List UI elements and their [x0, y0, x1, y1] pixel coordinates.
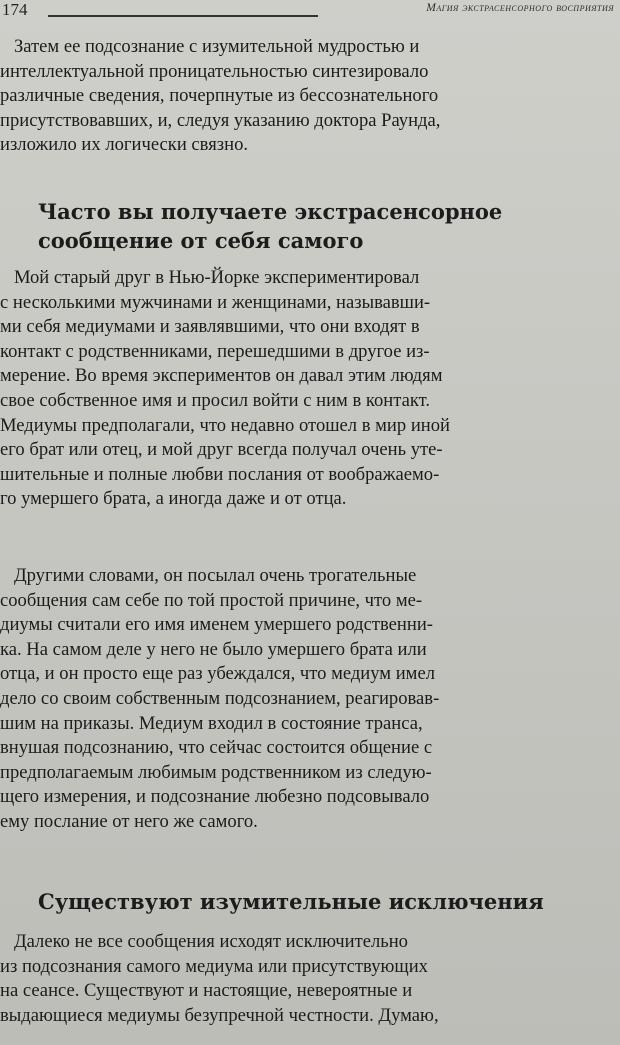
paragraph-3: [0, 564, 604, 835]
text-line: выдающиеся медиумы безупречной честности. Думаю,: [0, 1004, 439, 1026]
paragraph-4: [0, 930, 604, 1028]
text-line: его брат или отец, и мой друг всегда получал очень уте-: [0, 439, 443, 461]
text-line: Медиумы предполагали, что недавно отошел в мир иной: [0, 414, 450, 436]
text-line: предполагаемым любимым родственником из следую-: [0, 761, 432, 783]
text-line: Мой старый друг в Нью-Йорке экспериментировал: [0, 267, 420, 288]
heading-line: Часто вы получаете экстрасенсорное: [38, 199, 503, 224]
heading-line: Существуют изумительные исключения: [38, 889, 544, 914]
paragraph-2: [0, 266, 604, 512]
text-line: на сеансе. Существуют и настоящие, невероятные и: [0, 980, 413, 1002]
text-line: интеллектуальной проницательностью синтезировало: [0, 60, 429, 82]
text-line: Затем ее подсознание с изумительной мудростью и: [0, 36, 420, 57]
text-line: шительные и полные любви послания от воображаемо-: [0, 463, 440, 485]
text-line: дело со своим собственным подсознанием, реагировав-: [0, 687, 440, 709]
text-line: различные сведения, почерпнутые из бессознательного: [0, 85, 439, 107]
text-line: изложило их логически связно.: [0, 134, 249, 156]
text-line: ему послание от него же самого.: [0, 810, 258, 832]
text-line: с несколькими мужчинами и женщинами, называвши-: [0, 291, 431, 313]
text-line: отца, и он просто еще раз убеждался, что медиум имел: [0, 663, 435, 685]
text-line: шим на приказы. Медиум входил в состояние транса,: [0, 712, 423, 734]
page-number: 174: [2, 0, 28, 19]
text-line: внушая подсознанию, что сейчас состоится общение с: [0, 737, 433, 759]
section-heading-2: [38, 887, 544, 916]
text-line: ми себя медиумами и заявлявшими, что они входят в: [0, 316, 420, 338]
text-line: контакт с родственниками, перешедшими в другое из-: [0, 340, 430, 362]
header-rule: [48, 15, 318, 17]
text-line: свое собственное имя и просил войти с ним в контакт.: [0, 389, 430, 411]
paragraph-1: [0, 35, 604, 158]
text-line: щего измерения, и подсознание любезно подсовывало: [0, 786, 430, 808]
running-title: Магия экстрасенсорного восприятия: [426, 2, 614, 14]
text-line: Другими словами, он посылал очень трогательные: [0, 565, 417, 586]
text-line: присутствовавших, и, следуя указанию доктора Раунда,: [0, 109, 441, 131]
text-line: ка. На самом деле у него не было умершего брата или: [0, 638, 427, 660]
running-head: [0, 0, 620, 24]
text-line: Далеко не все сообщения исходят исключительно: [0, 931, 408, 952]
text-line: го умершего брата, а иногда даже и от отца.: [0, 488, 347, 510]
heading-line: сообщение от себя самого: [38, 228, 364, 253]
text-line: из подсознания самого медиума или присутствующих: [0, 955, 428, 977]
text-line: сообщения сам себе по той простой причине, что ме-: [0, 589, 423, 611]
text-line: диумы считали его имя именем умершего родственни-: [0, 614, 433, 636]
section-heading-1: [38, 197, 502, 255]
text-line: мерение. Во время экспериментов он давал этим людям: [0, 365, 443, 387]
